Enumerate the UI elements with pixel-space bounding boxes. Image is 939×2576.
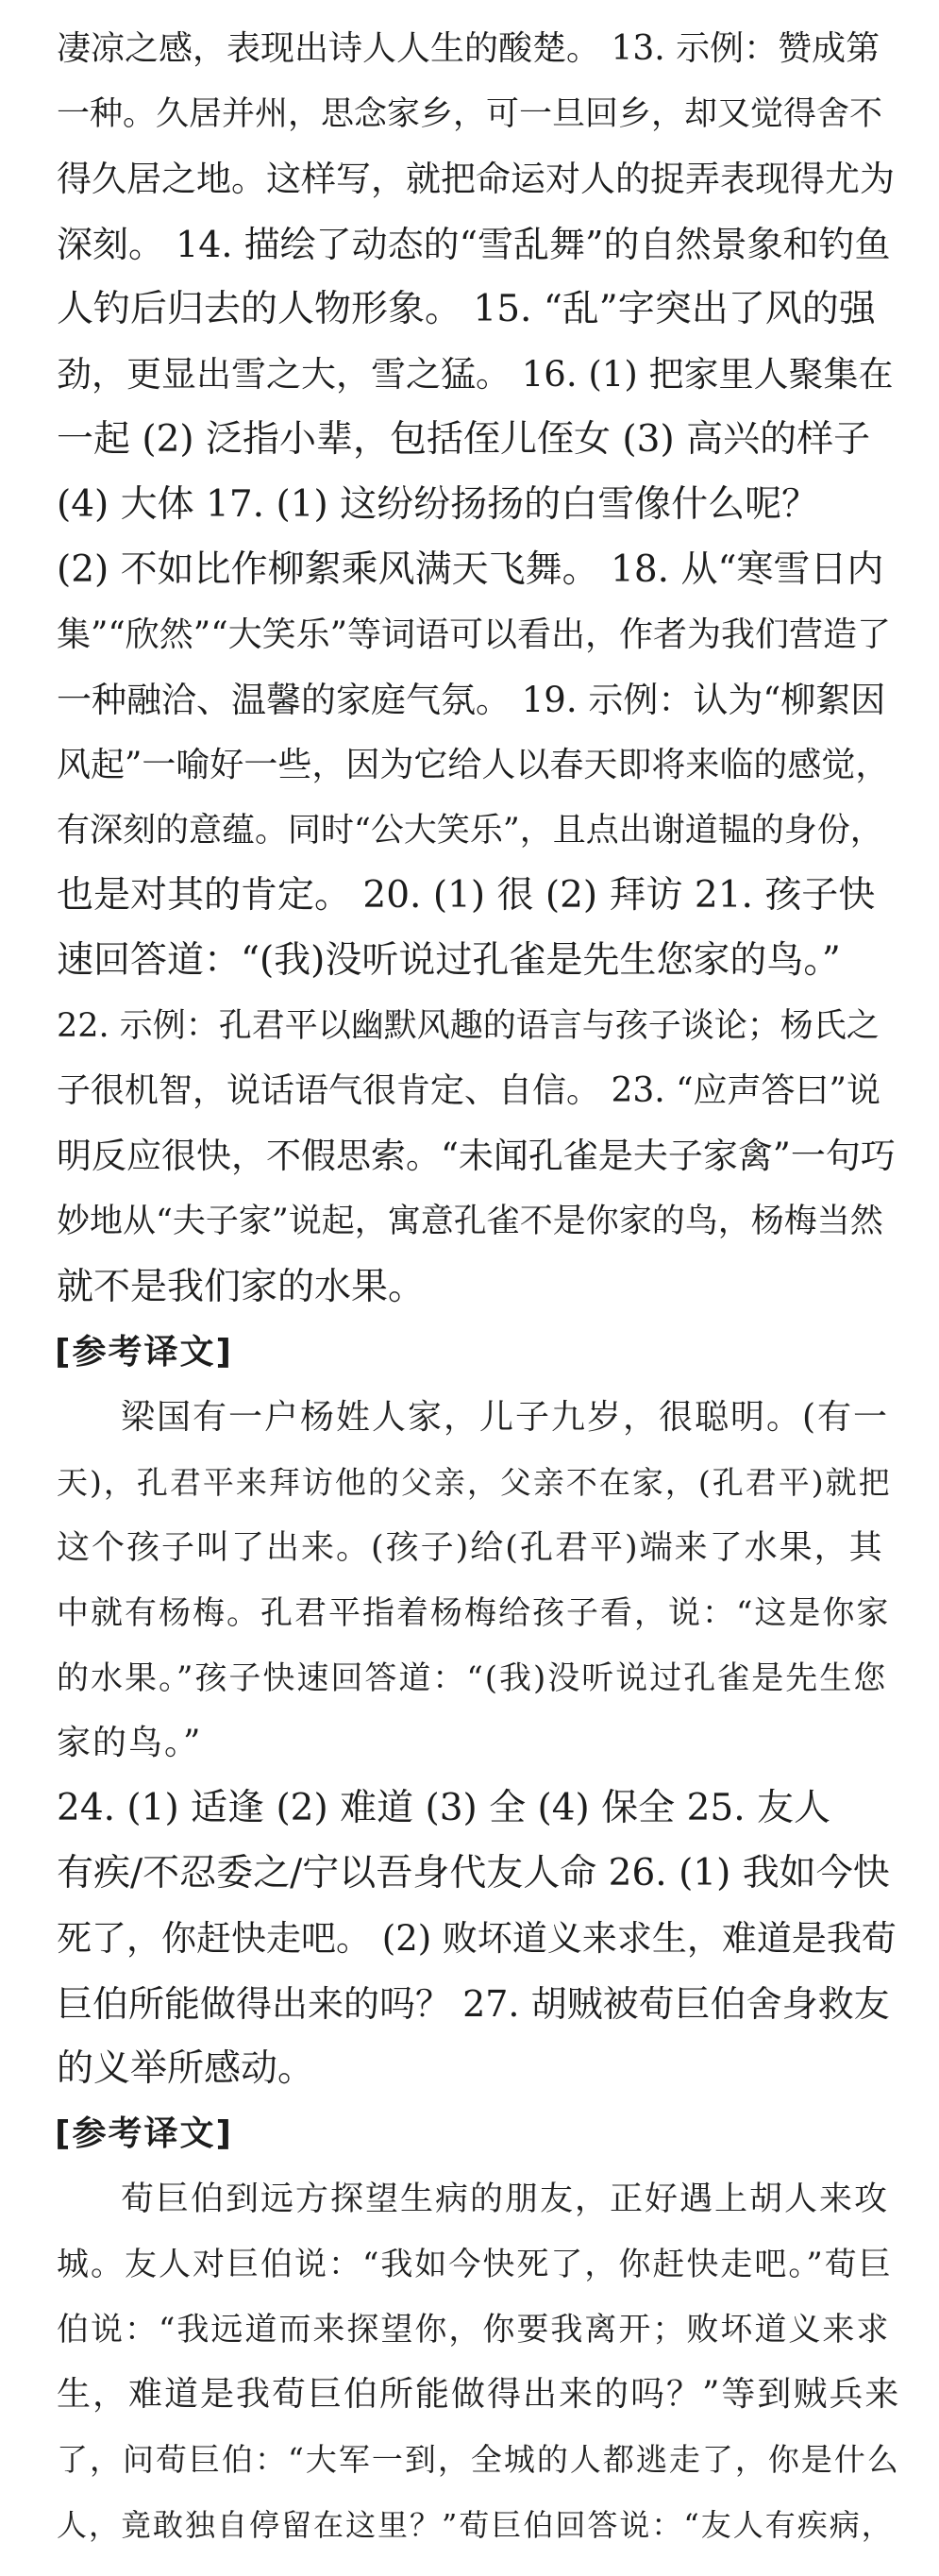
text-line: 的义举所感动。 xyxy=(57,2047,315,2090)
section-header-reference-translation: [参考译文] xyxy=(55,2114,233,2153)
text-line: 妙地从“夫子家”说起，寓意孔雀不是你家的鸟，杨梅当然 xyxy=(57,1203,883,1240)
text-line: 风起”一喻好一些，因为它给人以春天即将来临的感觉， xyxy=(57,746,890,784)
text-line: 人钓后归去的人物形象。 15. “乱”字突出了风的强 xyxy=(57,288,876,330)
text-line: 伯说：“我远道而来探望你，你要我离开；败坏道义来求 xyxy=(57,2311,891,2349)
text-line: 一起 (2) 泛指小辈，包括侄儿侄女 (3) 高兴的样子 xyxy=(57,418,871,461)
text-line: 24. (1) 适逢 (2) 难道 (3) 全 (4) 保全 25. 友人 xyxy=(57,1787,830,1829)
text-line: 有疾/不忍委之/宁以吾身代友人命 26. (1) 我如今快 xyxy=(57,1852,890,1894)
text-line: 就不是我们家的水果。 xyxy=(57,1266,426,1308)
text-line: 城。友人对巨伯说：“我如今快死了，你赶快走吧。”荀巨 xyxy=(57,2246,893,2283)
text-line: 也是对其的肯定。 20. (1) 很 (2) 拜访 21. 孩子快 xyxy=(57,874,876,917)
text-line: 集”“欣然”“大笑乐”等词语可以看出，作者为我们营造了 xyxy=(57,615,892,654)
text-line: (4) 大体 17. (1) 这纷纷扬扬的白雪像什么呢？ xyxy=(57,483,819,526)
text-line: 天)，孔君平来拜访他的父亲，父亲不在家，(孔君平)就把 xyxy=(57,1464,892,1501)
text-line: 凄凉之感，表现出诗人人生的酸楚。 13. 示例：赞成第 xyxy=(57,29,880,68)
text-line: 子很机智，说话语气很肯定、自信。 23. “应声答曰”说 xyxy=(57,1071,880,1110)
text-line: 死了，你赶快走吧。 (2) 败坏道义来求生，难道是我荀 xyxy=(57,1918,897,1959)
text-line: (2) 不如比作柳絮乘风满天飞舞。 18. 从“寒雪日内 xyxy=(57,548,884,591)
text-line: 了，问荀巨伯：“大军一到，全城的人都逃走了，你是什么 xyxy=(57,2441,900,2478)
text-line: 一种。久居并州，思念家乡，可一旦回乡，却又觉得舍不 xyxy=(57,95,883,133)
text-line: 有深刻的意蕴。同时“公大笑乐”，且点出谢道韫的身份， xyxy=(57,812,883,850)
text-line: 明反应很快，不假思索。“未闻孔雀是夫子家禽”一句巧 xyxy=(57,1136,896,1176)
text-line: 荀巨伯到远方探望生病的朋友，正好遇上胡人来攻 xyxy=(121,2180,890,2218)
text-line: 劲，更显出雪之大，雪之猛。 16. (1) 把家里人聚集在 xyxy=(57,354,894,395)
text-line: 生，难道是我荀巨伯所能做得出来的吗？”等到贼兵来 xyxy=(57,2375,901,2414)
text-line: 巨伯所能做得出来的吗？ 27. 胡贼被荀巨伯舍身救友 xyxy=(57,1983,890,2025)
text-line: 中就有杨梅。孔君平指着杨梅给孩子看，说：“这是你家 xyxy=(57,1594,891,1632)
section-header-reference-translation: [参考译文] xyxy=(55,1333,233,1372)
text-line: 速回答道：“(我)没听说过孔雀是先生您家的鸟。” xyxy=(57,939,841,982)
text-line: 这个孩子叫了出来。(孩子)给(孔君平)端来了水果，其 xyxy=(57,1529,884,1567)
text-line: 得久居之地。这样写，就把命运对人的捉弄表现得尤为 xyxy=(57,159,895,199)
text-line: 家的鸟。” xyxy=(57,1724,203,1762)
text-line: 人，竟敢独自停留在这里？”荀巨伯回答说：“友人有疾病， xyxy=(57,2507,894,2543)
text-line: 深刻。 14. 描绘了动态的“雪乱舞”的自然景象和钓鱼 xyxy=(57,224,891,265)
text-line: 22. 示例：孔君平以幽默风趣的语言与孩子谈论；杨氏之 xyxy=(57,1007,880,1045)
text-line: 的水果。”孩子快速回答道：“(我)没听说过孔雀是先生您 xyxy=(57,1659,888,1697)
text-line: 梁国有一户杨姓人家，儿子九岁，很聪明。(有一 xyxy=(121,1398,890,1437)
text-line: 一种融洽、温馨的家庭气氛。 19. 示例：认为“柳絮因 xyxy=(57,680,886,720)
